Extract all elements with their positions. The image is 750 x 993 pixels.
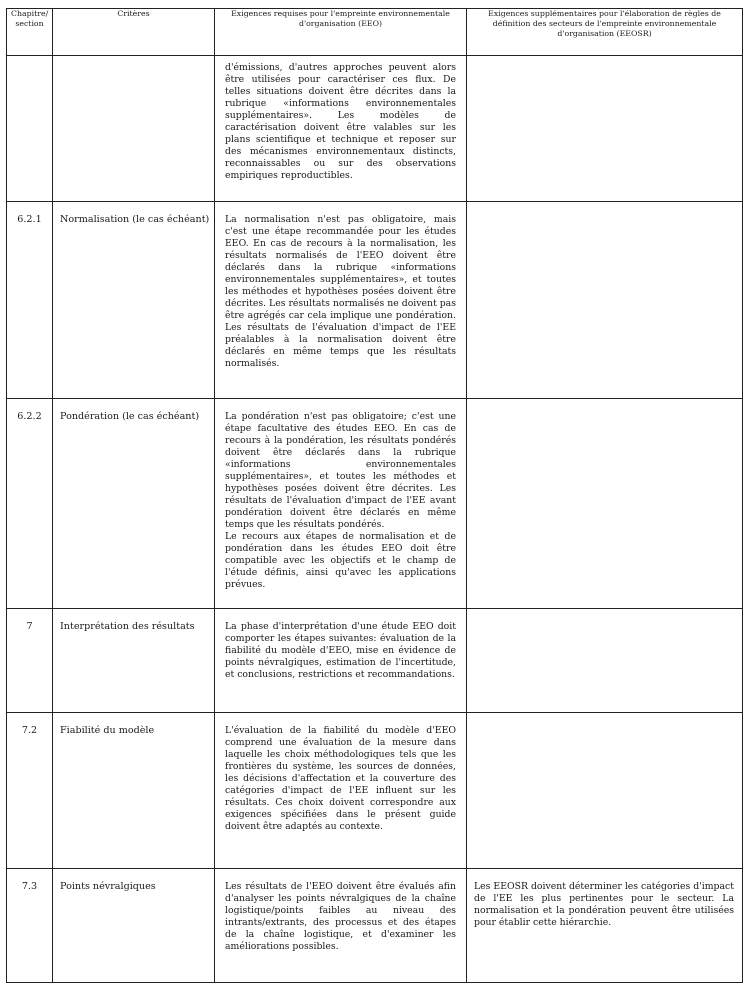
header-criteria: Critères [53, 9, 215, 56]
requirement-paragraph: La pondération n'est pas obligatoire; c'est une étape facultative des études EEO. En cas de recours à la pondération, les résultats pondérés doivent être déclarés dans la rubrique «informations environnementales supplémentaires», et toutes les méthodes et hypothèses posées doivent être décrites. Les résultats de l'évaluation d'impact de l'EE avant pondération doivent être déclarés en même temps que les résultats pondérés. [225, 411, 456, 530]
table-row [7, 869, 743, 983]
requirements-table [6, 8, 743, 983]
eeo-requirement [215, 399, 467, 609]
criterion: Normalisation (le cas échéant) [53, 202, 215, 399]
table-header-row [7, 9, 743, 56]
section-number: 7.2 [7, 713, 53, 869]
table-row [7, 56, 743, 202]
section-number: 6.2.1 [7, 202, 53, 399]
header-section: Chapitre/ section [7, 9, 53, 56]
eeo-requirement: d'émissions, d'autres approches peuvent alors être utilisées pour caractériser ces flux. De telles situations doivent être décrites dans la rubrique «informations environnementales supplémentaires». Les modèles de caractérisation doivent être valables sur les plans scientifique et technique et reposer sur des mécanismes environnementaux distincts, reconnaissables ou sur des observations empiriques reproductibles. [215, 56, 467, 202]
criterion: Interprétation des résultats [53, 609, 215, 713]
criterion: Pondération (le cas échéant) [53, 399, 215, 609]
eeo-requirement: La phase d'interprétation d'une étude EEO doit comporter les étapes suivantes: évaluation de la fiabilité du modèle d'EEO, mise en évidence de points névralgiques, estimation de l'incertitude, et conclusions, restrictions et recommandations. [215, 609, 467, 713]
eeo-requirement: La normalisation n'est pas obligatoire, mais c'est une étape recommandée pour les études EEO. En cas de recours à la normalisation, les résultats normalisés de l'EEO doivent être déclarés dans la rubrique «informations environnementales supplémentaires», et toutes les méthodes et hypothèses posées doivent être décrites. Les résultats normalisés ne doivent pas être agrégés car cela implique une pondération. Les résultats de l'évaluation d'impact de l'EE préalables à la normalisation doivent être déclarés en même temps que les résultats normalisés. [215, 202, 467, 399]
section-number: 6.2.2 [7, 399, 53, 609]
eeo-requirement: Les résultats de l'EEO doivent être évalués afin d'analyser les points névralgiques de la chaîne logistique/points faibles au niveau des intrants/extrants, des processus et des étapes de la chaîne logistique, et d'examiner les améliorations possibles. [215, 869, 467, 983]
requirement-paragraph: Le recours aux étapes de normalisation et de pondération dans les études EEO doit être compatible avec les objectifs et le champ de l'étude définis, ainsi qu'avec les applications prévues. [225, 531, 456, 590]
header-eeo-requirements: Exigences requises pour l'empreinte environnementale d'organisation (EEO) [215, 9, 467, 56]
criterion: Fiabilité du modèle [53, 713, 215, 869]
criterion [53, 56, 215, 202]
table-row [7, 399, 743, 609]
section-number: 7 [7, 609, 53, 713]
eeosr-requirement: Les EEOSR doivent déterminer les catégories d'impact de l'EE les plus pertinentes pour le secteur. La normalisation et la pondération peuvent être utilisées pour établir cette hiérarchie. [467, 869, 743, 983]
eeosr-requirement [467, 399, 743, 609]
eeosr-requirement [467, 56, 743, 202]
eeosr-requirement [467, 202, 743, 399]
table-row [7, 609, 743, 713]
table-row [7, 713, 743, 869]
eeosr-requirement [467, 609, 743, 713]
section-number [7, 56, 53, 202]
header-eeosr-requirements: Exigences supplémentaires pour l'élaboration de règles de définition des secteurs de l'empreinte environnementale d'organisation (EEOSR) [467, 9, 743, 56]
section-number: 7.3 [7, 869, 53, 983]
eeosr-requirement [467, 713, 743, 869]
table-row [7, 202, 743, 399]
criterion: Points névralgiques [53, 869, 215, 983]
eeo-requirement: L'évaluation de la fiabilité du modèle d'EEO comprend une évaluation de la mesure dans laquelle les choix méthodologiques tels que les frontières du système, les sources de données, les décisions d'affectation et la couverture des catégories d'impact de l'EE influent sur les résultats. Ces choix doivent correspondre aux exigences spécifiées dans le présent guide doivent être adaptés au contexte. [215, 713, 467, 869]
